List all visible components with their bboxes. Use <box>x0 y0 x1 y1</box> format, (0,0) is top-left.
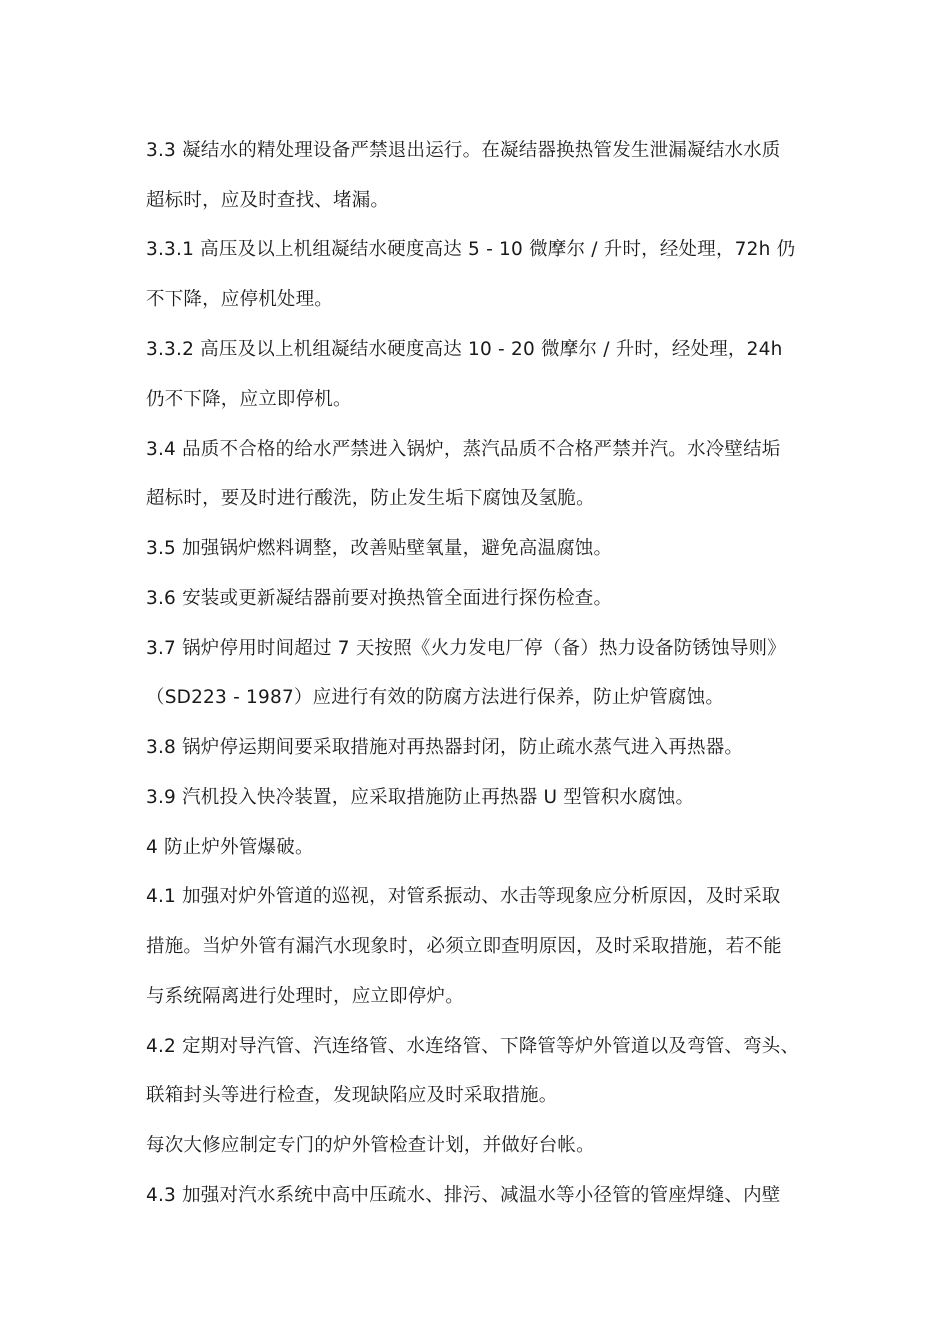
text-line: 4.1 加强对炉外管道的巡视，对管系振动、水击等现象应分析原因，及时采取 <box>146 886 781 907</box>
text-line: 3.3.1 高压及以上机组凝结水硬度高达 5 - 10 微摩尔 / 升时，经处理，72h 仍 <box>146 239 796 260</box>
text-line: 超标时，应及时查找、堵漏。 <box>146 190 390 211</box>
text-line: 3.7 锅炉停用时间超过 7 天按照《火力发电厂停（备）热力设备防锈蚀导则》 <box>146 638 786 659</box>
text-line: 每次大修应制定专门的炉外管检查计划，并做好台帐。 <box>146 1135 595 1156</box>
text-line: （SD223 - 1987）应进行有效的防腐方法进行保养，防止炉管腐蚀。 <box>146 687 725 708</box>
text-line: 不下降，应停机处理。 <box>146 289 334 310</box>
text-line: 仍不下降，应立即停机。 <box>146 389 352 410</box>
text-line: 4.3 加强对汽水系统中高中压疏水、排污、减温水等小径管的管座焊缝、内壁 <box>146 1185 781 1206</box>
text-line: 3.3 凝结水的精处理设备严禁退出运行。在凝结器换热管发生泄漏凝结水水质 <box>146 140 781 161</box>
text-line: 3.9 汽机投入快冷装置，应采取措施防止再热器 U 型管积水腐蚀。 <box>146 787 695 808</box>
text-line: 3.3.2 高压及以上机组凝结水硬度高达 10 - 20 微摩尔 / 升时，经处理，24h <box>146 339 783 360</box>
text-line: 联箱封头等进行检查，发现缺陷应及时采取措施。 <box>146 1085 558 1106</box>
text-line: 3.8 锅炉停运期间要采取措施对再热器封闭，防止疏水蒸气进入再热器。 <box>146 737 744 758</box>
text-line: 超标时，要及时进行酸洗，防止发生垢下腐蚀及氢脆。 <box>146 488 595 509</box>
text-line: 3.4 品质不合格的给水严禁进入锅炉，蒸汽品质不合格严禁并汽。水冷壁结垢 <box>146 439 781 460</box>
text-line: 与系统隔离进行处理时，应立即停炉。 <box>146 986 464 1007</box>
text-line: 3.6 安装或更新凝结器前要对换热管全面进行探伤检查。 <box>146 588 613 609</box>
text-line: 4.2 定期对导汽管、汽连络管、水连络管、下降管等炉外管道以及弯管、弯头、 <box>146 1036 800 1057</box>
text-line: 3.5 加强锅炉燃料调整，改善贴壁氧量，避免高温腐蚀。 <box>146 538 613 559</box>
section-heading: 4 防止炉外管爆破。 <box>146 837 314 858</box>
text-line: 措施。当炉外管有漏汽水现象时，必须立即查明原因，及时采取措施，若不能 <box>146 936 782 957</box>
